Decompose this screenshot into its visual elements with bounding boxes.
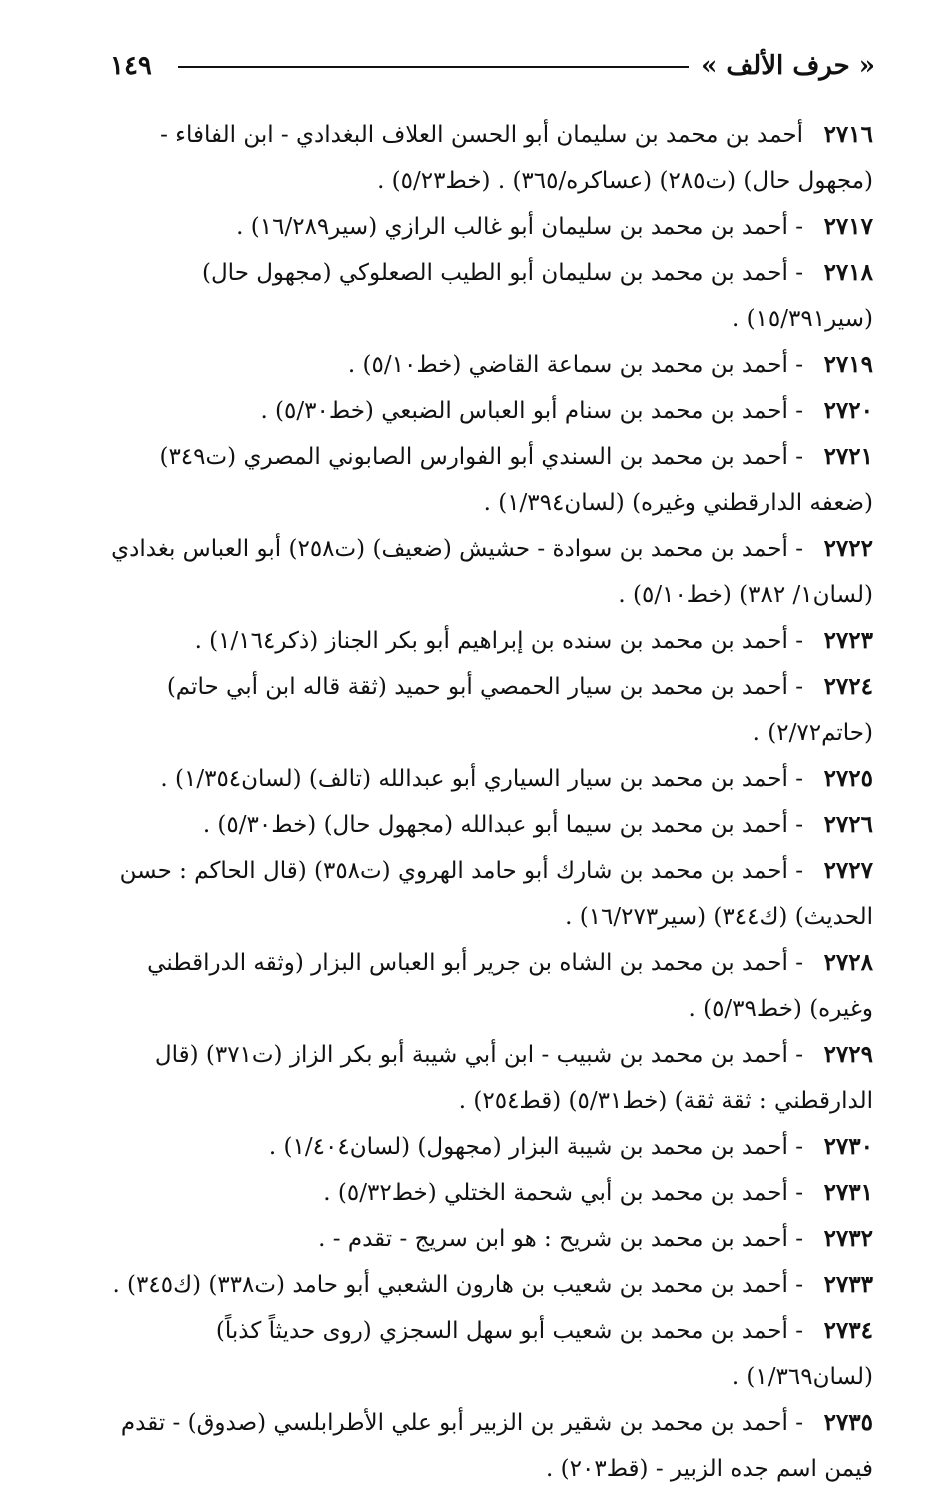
entry-number: ٢٧٢١ — [823, 443, 873, 470]
entry-text: - أحمد بن محمد بن سيما أبو عبدالله (مجهول حال) (خط٥/٣٠) . — [202, 812, 803, 838]
entry-number: ٢٧٢٨ — [823, 949, 873, 976]
list-item — [104, 1124, 873, 1170]
header-rule — [178, 66, 689, 68]
entry-number: ٢٧٣٣ — [823, 1271, 873, 1298]
entry-text: - أحمد بن محمد بن شبيب - ابن أبي شيبة أبو بكر الزاز (ت٣٧١) (قال الدارقطني : ثقة ثقة) (خط٥/٣١) (قط٢٥٤) . — [154, 1042, 873, 1114]
entry-number: ٢٧٣١ — [823, 1179, 873, 1206]
list-item — [104, 526, 873, 618]
entry-text: - أحمد بن محمد بن شعيب بن هارون الشعبي أبو حامد (ت٣٣٨) (ك٣٤٥) . — [112, 1272, 803, 1298]
entry-text: - أحمد بن محمد بن سيار الحمصي أبو حميد (ثقة قاله ابن أبي حاتم) (حاتم٢/٧٢) . — [166, 674, 873, 746]
list-item — [104, 940, 873, 1032]
list-item — [104, 1170, 873, 1216]
list-item — [104, 1262, 873, 1308]
list-item — [104, 388, 873, 434]
entry-number: ٢٧٢٠ — [823, 397, 873, 424]
list-item — [104, 1400, 873, 1492]
list-item — [104, 664, 873, 756]
list-item — [104, 204, 873, 250]
entry-text: - أحمد بن محمد بن سنده بن إبراهيم أبو بكر الجناز (ذكر١/١٦٤) . — [194, 628, 803, 654]
entry-text: - أحمد بن محمد بن سليمان أبو الطيب الصعلوكي (مجهول حال) (سير١٥/٣٩١) . — [202, 260, 873, 332]
entry-text: - أحمد بن محمد بن شعيب أبو سهل السجزي (روى حديثاً كذباً) (لسان١/٣٦٩) . — [215, 1318, 873, 1390]
entry-text: - أحمد بن محمد بن سيار السياري أبو عبدالله (تالف) (لسان١/٣٥٤) . — [160, 766, 803, 792]
entry-number: ٢٧٢٤ — [823, 673, 873, 700]
list-item — [104, 848, 873, 940]
list-item — [104, 250, 873, 342]
list-item — [104, 112, 873, 204]
entry-text: - أحمد بن محمد بن شارك أبو حامد الهروي (ت٣٥٨) (قال الحاكم : حسن الحديث) (ك٣٤٤) (سير١٦/٢٧٣) . — [119, 858, 873, 930]
entry-number: ٢٧٣٥ — [823, 1409, 873, 1436]
entry-number: ٢٧٢٢ — [823, 535, 873, 562]
entry-number: ٢٧١٦ — [823, 121, 873, 148]
list-item — [104, 342, 873, 388]
section-title: « حرف الألف » — [701, 51, 875, 81]
page-number: ١٤٩ — [110, 51, 152, 81]
list-item — [104, 1032, 873, 1124]
entry-number: ٢٧١٨ — [823, 259, 873, 286]
entries-list — [104, 112, 873, 1492]
entry-text: - أحمد بن محمد بن سماعة القاضي (خط٥/١٠) . — [347, 352, 803, 378]
list-item — [104, 1308, 873, 1400]
list-item — [104, 802, 873, 848]
entry-number: ٢٧٣٤ — [823, 1317, 873, 1344]
entry-text: - أحمد بن محمد بن الشاه بن جرير أبو العباس البزار (وثقه الدراقطني وغيره) (خط٥/٣٩) . — [147, 950, 873, 1022]
page-header — [110, 44, 875, 88]
entry-number: ٢٧٢٥ — [823, 765, 873, 792]
entry-text: - أحمد بن محمد بن شريح : هو ابن سريج - تقدم - . — [318, 1226, 803, 1252]
entry-text: - أحمد بن محمد بن سنام أبو العباس الضبعي (خط٥/٣٠) . — [260, 398, 803, 424]
list-item — [104, 434, 873, 526]
entry-number: ٢٧٣٢ — [823, 1225, 873, 1252]
list-item — [104, 756, 873, 802]
list-item — [104, 618, 873, 664]
entry-number: ٢٧٣٠ — [823, 1133, 873, 1160]
entry-text: - أحمد بن محمد بن شقير بن الزبير أبو علي الأطرابلسي (صدوق) - تقدم فيمن اسم جده الزبير - (قط٢٠٣) . — [120, 1410, 873, 1482]
entry-number: ٢٧٢٦ — [823, 811, 873, 838]
entry-number: ٢٧٢٧ — [823, 857, 873, 884]
entry-number: ٢٧٢٩ — [823, 1041, 873, 1068]
entry-number: ٢٧٢٣ — [823, 627, 873, 654]
entry-text: - أحمد بن محمد بن سليمان أبو غالب الرازي (سير١٦/٢٨٩) . — [236, 214, 803, 240]
entry-text: - أحمد بن محمد بن أبي شحمة الختلي (خط٥/٣٢) . — [323, 1180, 803, 1206]
entry-text: أحمد بن محمد بن سليمان أبو الحسن العلاف البغدادي - ابن الفافاء - (مجهول حال) (ت٢٨٥) (عساكره/٣٦٥) . (خط٥/٢٣) . — [160, 122, 873, 194]
entry-text: - أحمد بن محمد بن شيبة البزار (مجهول) (لسان١/٤٠٤) . — [268, 1134, 803, 1160]
entry-text: - أحمد بن محمد بن السندي أبو الفوارس الصابوني المصري (ت٣٤٩) (ضعفه الدارقطني وغيره) (لسان١/٣٩٤) . — [159, 444, 873, 516]
list-item — [104, 1216, 873, 1262]
entry-text: - أحمد بن محمد بن سوادة - حشيش (ضعيف) (ت٢٥٨) أبو العباس بغدادي (لسان١/ ٣٨٢) (خط٥/١٠) . — [111, 536, 873, 608]
entry-number: ٢٧١٩ — [823, 351, 873, 378]
entry-number: ٢٧١٧ — [823, 213, 873, 240]
